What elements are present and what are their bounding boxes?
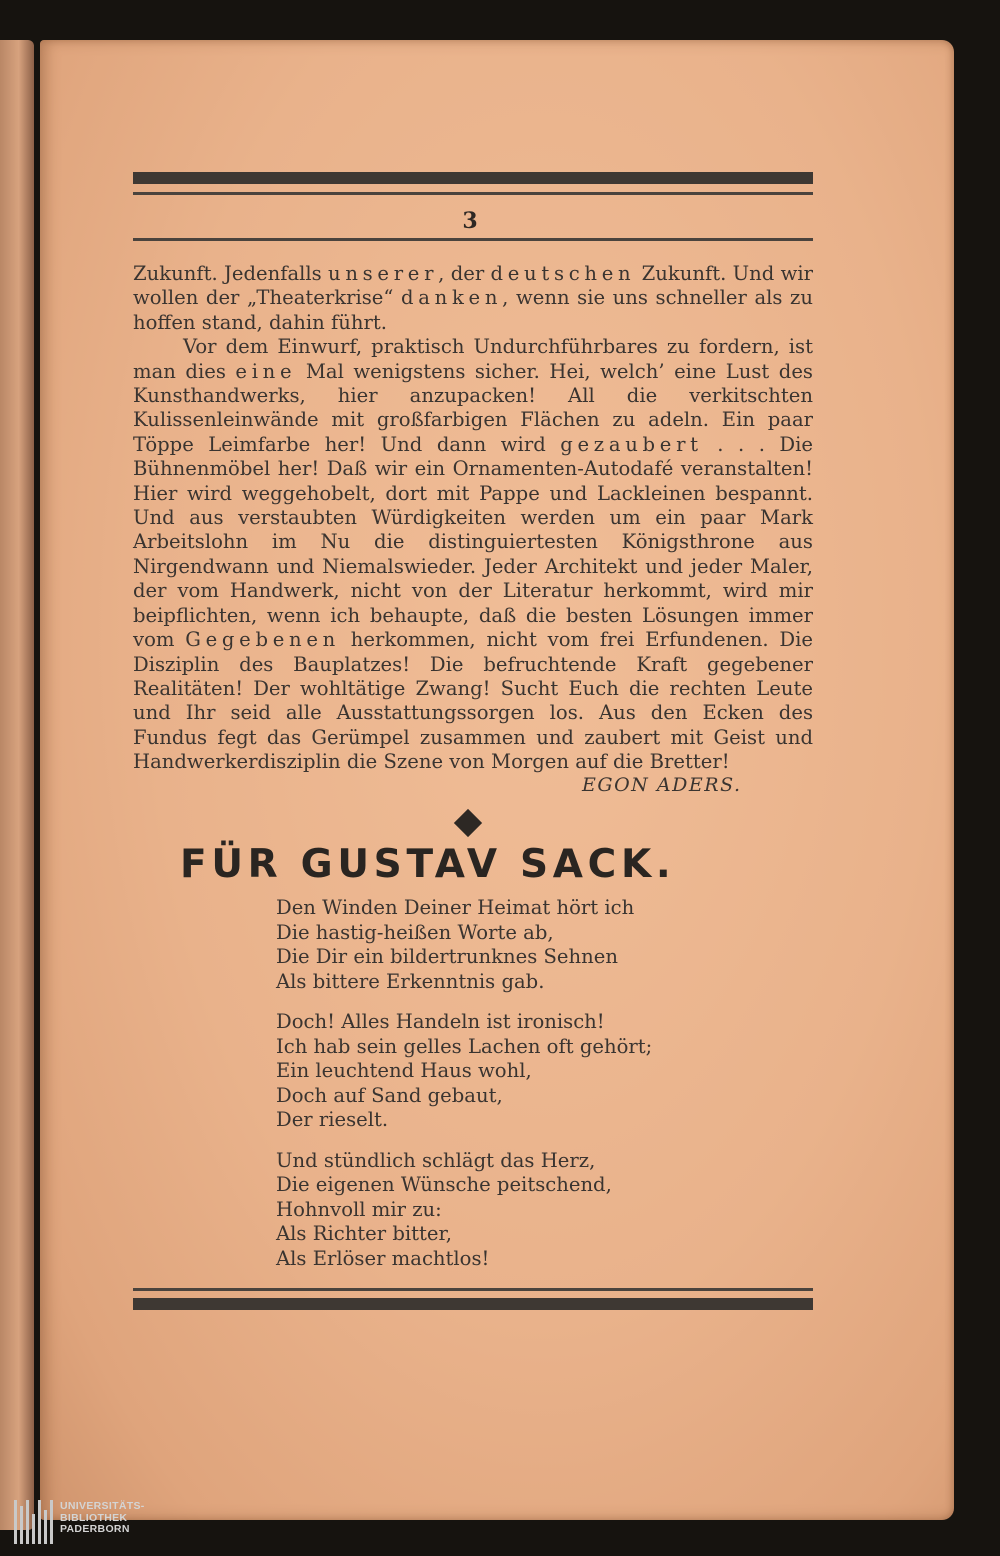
text-run: , der — [438, 262, 491, 285]
poem-line: Als Richter bitter, — [276, 1222, 452, 1245]
text-run: Vor dem Einwurf, praktisch Undurchführbares zu fordern, ist man dies — [133, 335, 813, 383]
logo-line-2: BIBLIOTHEK — [60, 1511, 128, 1524]
poem-line: Der rieselt. — [276, 1108, 389, 1131]
emphasized-word: danken — [401, 286, 503, 310]
emphasized-word: eine — [235, 359, 297, 383]
paragraph-2 — [133, 335, 813, 774]
poem-title: FÜR GUSTAV SACK. — [180, 842, 676, 887]
poem-line: Doch auf Sand gebaut, — [276, 1083, 503, 1107]
poem-stanza — [276, 896, 736, 994]
logo-line-3: PADERBORN — [60, 1523, 130, 1535]
emphasized-word: Gegebenen — [185, 628, 340, 652]
poem-line: Und stündlich schlägt das Herz, — [276, 1148, 596, 1172]
library-logo-text — [60, 1501, 145, 1536]
poem-body — [276, 896, 736, 1287]
poem-line: Die Dir ein bildertrunknes Sehnen — [276, 945, 618, 968]
poem-line: Doch! Alles Handeln ist ironisch! — [276, 1010, 605, 1033]
bottom-rule-thick — [133, 1298, 813, 1310]
poem-line: Den Winden Deiner Heimat hört ich — [276, 896, 635, 919]
poem-stanza — [276, 1149, 736, 1272]
text-run: , wenn sie uns schneller als zu hoffen stand, dahin führt. — [133, 286, 813, 334]
text-run: herkommen, nicht vom frei Erfundenen. Die Disziplin des Bauplatzes! Die befruchtende Kraft gegebener Realitäten! Der wohltätige Zwang! Sucht Euch die rechten Leute und Ihr seid alle Ausstattungssorgen los. Aus den Ecken des Fundus fegt das Gerümpel zusammen und zaubert mit Geist und Handwerkerdisziplin die Szene von Morgen auf die Bretter! — [133, 628, 813, 774]
emphasized-word: unserer — [328, 262, 439, 285]
library-logo-icon — [14, 1500, 54, 1544]
previous-page-edge — [0, 40, 34, 1530]
poem-line: Als bittere Erkenntnis gab. — [276, 969, 545, 993]
top-rule-thick — [133, 172, 813, 184]
text-run: Zukunft. Und wir wollen der „Theaterkrise“ — [133, 262, 813, 310]
text-run: . . . Die Bühnenmöbel her! Daß wir ein Ornamenten-Autodafé veranstalten! Hier wird weggehobelt, dort mit Pappe und Lackleinen bespannt. Und aus verstaubten Würdigkeiten werden um ein paar Mark Arbeitslohn im Nu die distinguiertesten Königsthrone aus Nirgendwann und Niemalswieder. Jeder Architekt und jeder Maler, der vom Handwerk, nicht von der Literatur herkommt, wird mir beipflichten, wenn ich behaupte, daß die besten Lösungen immer vom — [133, 432, 814, 652]
header-rule — [133, 238, 813, 241]
logo-line-1: UNIVERSITÄTS- — [60, 1500, 145, 1512]
author-signature: EGON ADERS. — [582, 774, 742, 796]
bottom-rule-thin — [133, 1288, 813, 1291]
poem-line: Als Erlöser machtlos! — [276, 1246, 490, 1270]
paragraph-1 — [133, 262, 813, 335]
emphasized-word: gezaubert — [560, 432, 703, 456]
poem-stanza — [276, 1010, 736, 1133]
article-body — [133, 262, 813, 775]
poem-line: Die hastig-heißen Worte ab, — [276, 920, 554, 944]
text-run: Mal wenigstens sicher. Hei, welch’ eine Lust des Kunsthandwerks, hier anzupacken! All die verkitschten Kulissenleinwände mit großfarbigen Flächen zu adeln. Ein paar Töppe Leimfarbe her! Und dann wird — [133, 359, 813, 456]
page-number: 3 — [462, 208, 478, 234]
top-rule-thin — [133, 192, 813, 195]
poem-line: Hohnvoll mir zu: — [276, 1197, 442, 1221]
poem-line: Ein leuchtend Haus wohl, — [276, 1059, 532, 1082]
poem-line: Ich hab sein gelles Lachen oft gehört; — [276, 1034, 653, 1058]
emphasized-word: deutschen — [490, 262, 636, 285]
poem-line: Die eigenen Wünsche peitschend, — [276, 1173, 612, 1196]
text-run: Zukunft. Jedenfalls — [133, 262, 329, 285]
